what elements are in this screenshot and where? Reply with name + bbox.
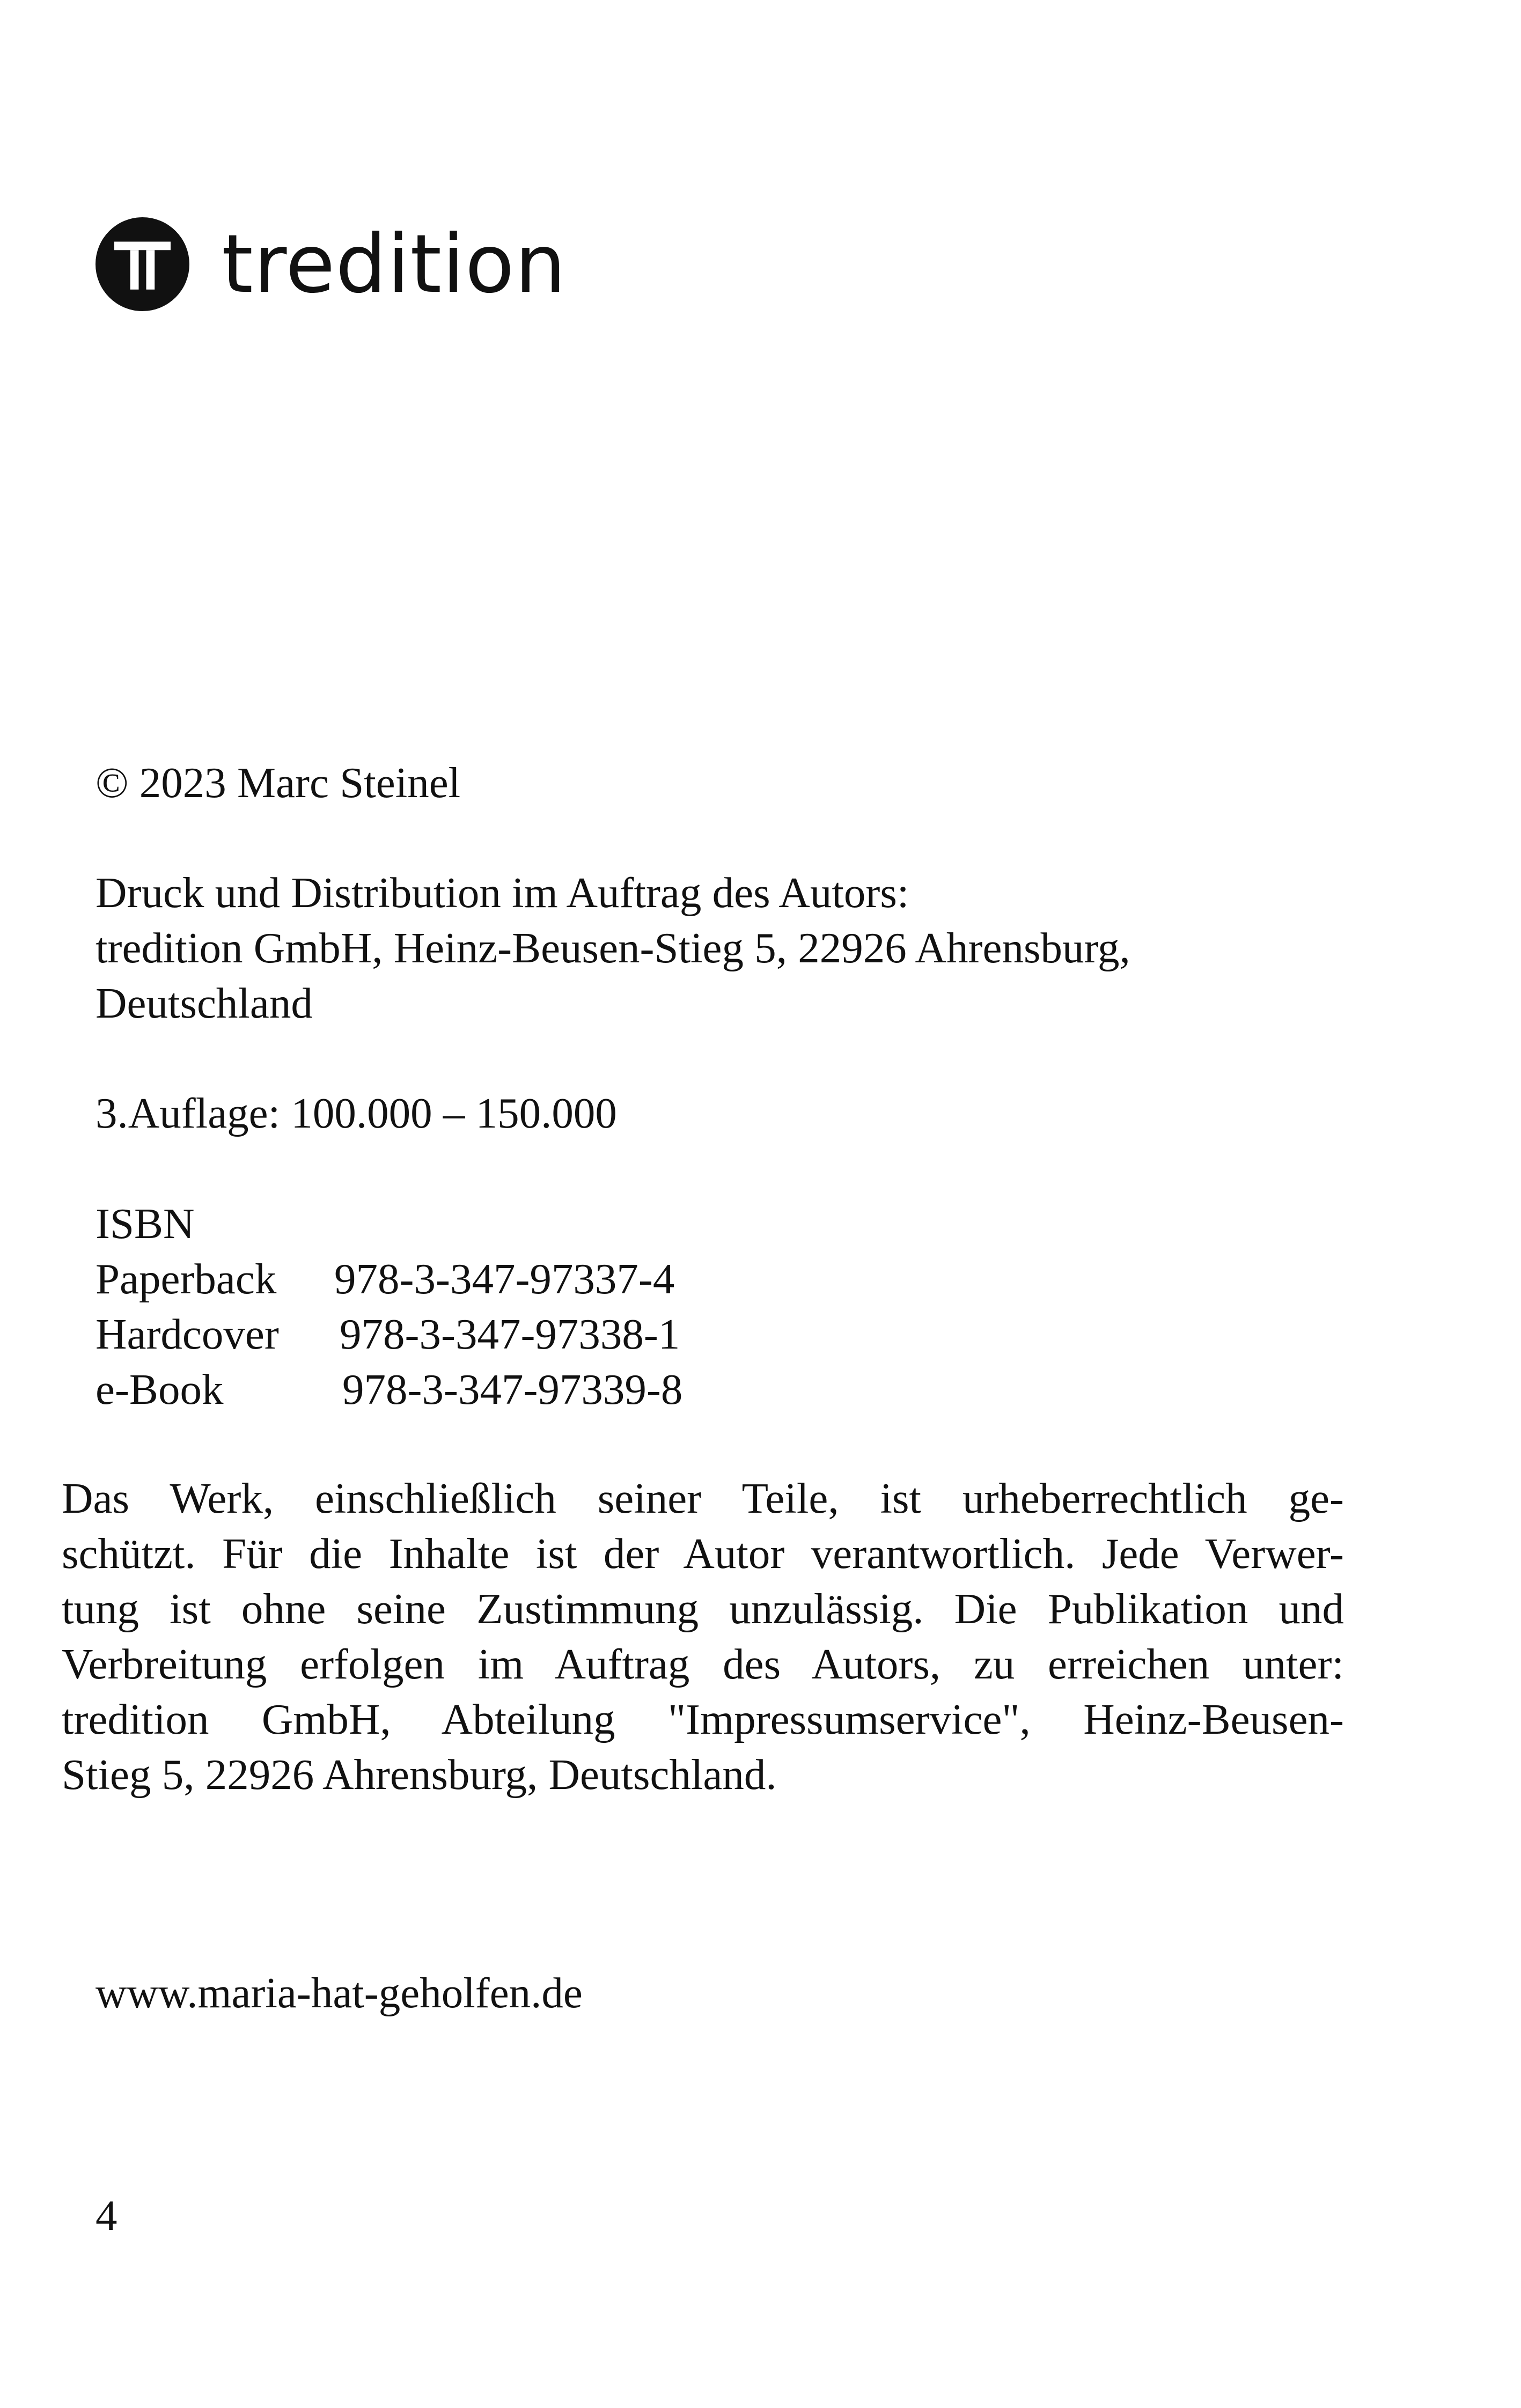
isbn-type: Hardcover: [95, 1310, 279, 1358]
isbn-type: e-Book: [95, 1365, 224, 1413]
legal-line: Stieg 5, 22926 Ahrensburg, Deutschland.: [62, 1750, 777, 1799]
isbn-block: [95, 1196, 682, 1417]
isbn-heading: ISBN: [95, 1199, 195, 1248]
legal-line: Das Werk, einschließlich seiner Teile, ist urheberrechtlich ge-: [62, 1474, 1344, 1522]
legal-line: Verbreitung erfolgen im Auftrag des Autors, zu erreichen unter:: [62, 1640, 1344, 1688]
isbn-number: 978-3-347-97338-1: [340, 1310, 680, 1358]
publisher-name: tredition: [222, 217, 567, 311]
publisher-logo: [95, 217, 567, 311]
edition-info: 3.Auflage: 100.000 – 150.000: [95, 1089, 617, 1137]
isbn-entry: [95, 1362, 682, 1417]
legal-line: tung ist ohne seine Zustimmung unzulässig. Die Publikation und: [62, 1585, 1344, 1633]
isbn-entry: [95, 1251, 682, 1307]
isbn-type: Paperback: [95, 1255, 277, 1303]
tredition-logo-icon: [95, 217, 189, 311]
printing-line: Deutschland: [95, 979, 313, 1027]
website-url: www.maria-hat-geholfen.de: [95, 1969, 583, 2017]
isbn-number: 978-3-347-97337-4: [334, 1255, 675, 1303]
printing-line: tredition GmbH, Heinz-Beusen-Stieg 5, 22926 Ahrensburg,: [95, 924, 1130, 972]
legal-line: schützt. Für die Inhalte ist der Autor verantwortlich. Jede Verwer-: [62, 1529, 1344, 1578]
page-number: 4: [95, 2191, 117, 2240]
legal-line: tredition GmbH, Abteilung "Impressumservice", Heinz-Beusen-: [62, 1695, 1344, 1743]
copyright-notice: © 2023 Marc Steinel: [95, 759, 461, 807]
legal-notice: [62, 1471, 1344, 1802]
printing-line: Druck und Distribution im Auftrag des Autors:: [95, 868, 909, 917]
printing-info: [95, 865, 1130, 1031]
isbn-entry: [95, 1307, 682, 1362]
isbn-number: 978-3-347-97339-8: [342, 1365, 683, 1413]
